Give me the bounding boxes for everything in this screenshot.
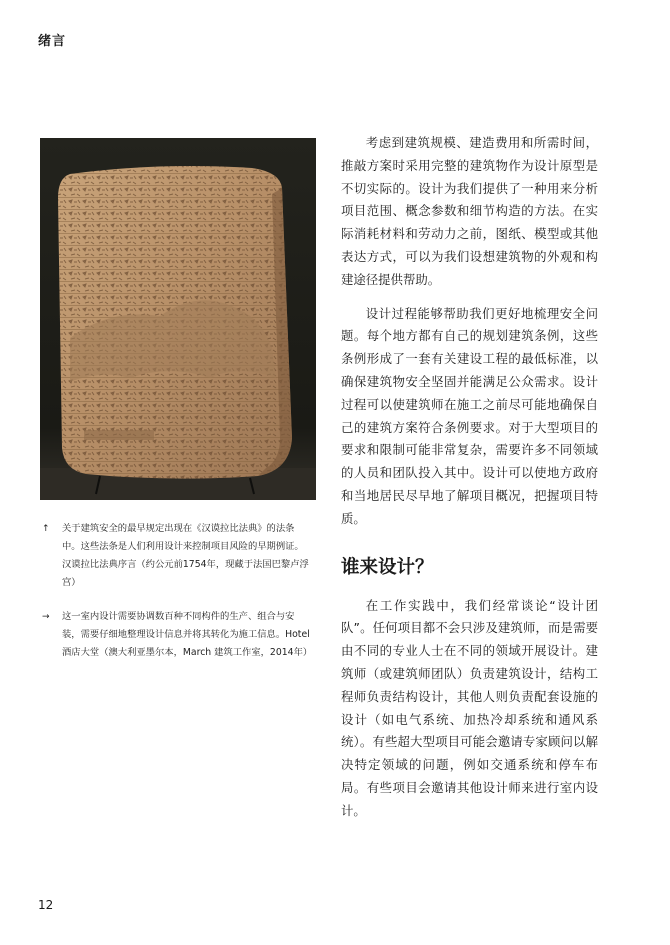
arrow-right-icon: → [42,612,50,622]
caption-tablet [40,520,310,592]
section-heading: 谁来设计？ [341,556,434,578]
arrow-up-icon: ↑ [42,524,50,534]
page-number: 12 [38,898,54,912]
running-header: 绪言 [38,34,67,49]
clay-tablet-photo [40,138,316,500]
caption-hotel-text: 这一室内设计需要协调数百种不同构件的生产、组合与安装，需要仔细地整理设计信息并将其转化为施工信息。Hotel 酒店大堂（澳大利亚墨尔本，March 建筑工作室，2014年） [62,611,313,658]
body-paragraph: 在工作实践中，我们经常谈论“设计团队”。任何项目都不会只涉及建筑师，而是需要由不同的专业人士在不同的领域开展设计。建筑师（或建筑师团队）负责建筑设计，结构工程师负责结构设计，其他人则负责配套设施的设计（如电气系统、加热冷却系统和通风系统）。有些超大型项目可能会邀请专家顾问以解决特定领域的问题，例如交通系统和停车布局。有些项目会邀请其他设计师来进行室内设计。 [341,597,598,818]
body-paragraph: 考虑到建筑规模、建造费用和所需时间，推敲方案时采用完整的建筑物作为设计原型是不切实际的。设计为我们提供了一种用来分析项目范围、概念参数和细节构造的方法。在实际消耗材料和劳动力之前，图纸、模型或其他表达方式，可以为我们设想建筑物的外观和构建途径提供帮助。 [341,135,598,287]
main-text-column [341,132,598,823]
body-paragraph: 设计过程能够帮助我们更好地梳理安全问题。每个地方都有自己的规划建筑条例，这些条例形成了一套有关建设工程的最低标准，以确保建筑物安全坚固并能满足公众需求。设计过程可以使建筑师在施工之前尽可能地确保自己的建筑方案符合条例要求。对于大型项目的要求和限制可能非常复杂，需要许多不同领域的人员和团队投入其中。设计可以使地方政府和当地居民尽早地了解项目概况，把握项目特质。 [341,305,598,526]
caption-tablet-text: 关于建筑安全的最早规定出现在《汉谟拉比法典》的法条中。这些法条是人们利用设计来控制项目风险的早期例证。汉谟拉比法典序言（约公元前1754年，现藏于法国巴黎卢浮宫） [62,523,309,588]
caption-hotel [40,608,313,662]
figure-captions [40,520,313,678]
